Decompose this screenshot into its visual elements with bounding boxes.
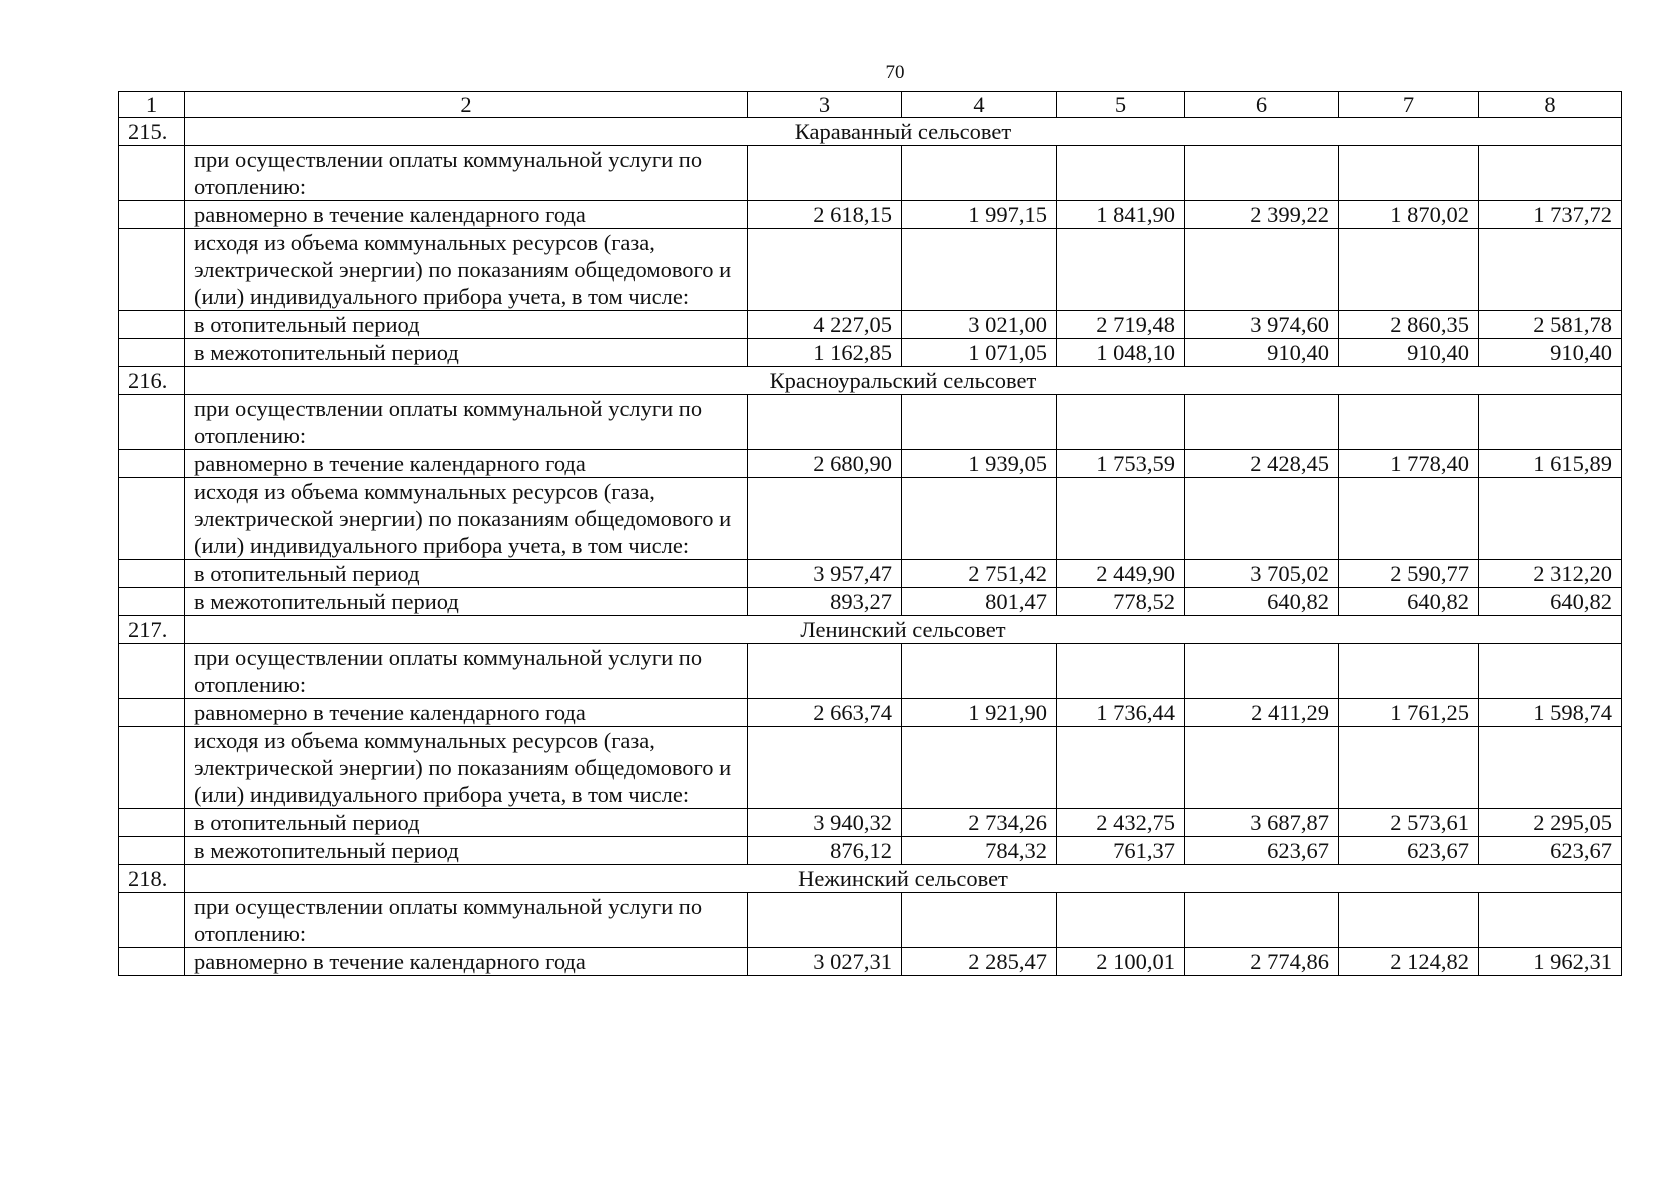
heating-period-row — [119, 560, 1622, 588]
off-season-row — [119, 588, 1622, 616]
value-cell: 2 663,74 — [748, 699, 902, 727]
section-name: Нежинский сельсовет — [185, 865, 1622, 893]
heating-period-row — [119, 809, 1622, 837]
empty-cell — [902, 146, 1057, 201]
description-cell: при осуществлении оплаты коммунальной услуги по отоплению: — [185, 893, 748, 948]
empty-cell — [1057, 229, 1185, 311]
value-cell: 1 939,05 — [902, 450, 1057, 478]
value-cell: 2 411,29 — [1185, 699, 1339, 727]
section-name: Ленинский сельсовет — [185, 616, 1622, 644]
value-cell: 3 705,02 — [1185, 560, 1339, 588]
value-cell: 1 962,31 — [1479, 948, 1622, 976]
empty-cell — [748, 893, 902, 948]
empty-cell — [1339, 229, 1479, 311]
index-cell — [119, 809, 185, 837]
uniform-payment-row — [119, 201, 1622, 229]
column-number: 3 — [748, 92, 902, 118]
value-cell: 1 921,90 — [902, 699, 1057, 727]
empty-cell — [902, 644, 1057, 699]
value-cell: 3 027,31 — [748, 948, 902, 976]
column-number: 6 — [1185, 92, 1339, 118]
value-cell: 2 751,42 — [902, 560, 1057, 588]
value-cell: 2 432,75 — [1057, 809, 1185, 837]
value-cell: 623,67 — [1339, 837, 1479, 865]
value-cell: 1 615,89 — [1479, 450, 1622, 478]
value-cell: 2 295,05 — [1479, 809, 1622, 837]
description-cell: при осуществлении оплаты коммунальной услуги по отоплению: — [185, 644, 748, 699]
value-cell: 2 573,61 — [1339, 809, 1479, 837]
value-cell: 910,40 — [1479, 339, 1622, 367]
row-label: в отопительный период — [185, 311, 748, 339]
column-number: 1 — [119, 92, 185, 118]
value-cell: 2 680,90 — [748, 450, 902, 478]
empty-cell — [902, 478, 1057, 560]
row-label: равномерно в течение календарного года — [185, 699, 748, 727]
empty-cell — [1479, 644, 1622, 699]
value-cell: 778,52 — [1057, 588, 1185, 616]
heating-intro-row — [119, 644, 1622, 699]
uniform-payment-row — [119, 699, 1622, 727]
column-number: 7 — [1339, 92, 1479, 118]
row-label: в межотопительный период — [185, 339, 748, 367]
off-season-row — [119, 339, 1622, 367]
row-label: в отопительный период — [185, 560, 748, 588]
empty-cell — [1339, 478, 1479, 560]
value-cell: 623,67 — [1185, 837, 1339, 865]
empty-cell — [1057, 395, 1185, 450]
empty-cell — [1185, 395, 1339, 450]
column-number-row — [119, 92, 1622, 118]
value-cell: 2 590,77 — [1339, 560, 1479, 588]
empty-cell — [748, 644, 902, 699]
row-label: в отопительный период — [185, 809, 748, 837]
empty-cell — [1185, 727, 1339, 809]
empty-cell — [748, 478, 902, 560]
index-cell — [119, 560, 185, 588]
index-cell — [119, 311, 185, 339]
value-cell: 2 860,35 — [1339, 311, 1479, 339]
value-cell: 2 285,47 — [902, 948, 1057, 976]
value-cell: 910,40 — [1339, 339, 1479, 367]
section-index: 216. — [119, 367, 185, 395]
value-cell: 623,67 — [1479, 837, 1622, 865]
description-cell: исходя из объема коммунальных ресурсов (газа, электрической энергии) по показаниям общедомового и (или) индивидуального прибора учета, в том числе: — [185, 727, 748, 809]
section-header-row — [119, 865, 1622, 893]
index-cell — [119, 893, 185, 948]
empty-cell — [1057, 478, 1185, 560]
index-cell — [119, 201, 185, 229]
value-cell: 2 428,45 — [1185, 450, 1339, 478]
value-cell: 876,12 — [748, 837, 902, 865]
empty-cell — [748, 146, 902, 201]
index-cell — [119, 450, 185, 478]
section-header-row — [119, 367, 1622, 395]
value-cell: 640,82 — [1185, 588, 1339, 616]
index-cell — [119, 229, 185, 311]
empty-cell — [902, 229, 1057, 311]
row-label: в межотопительный период — [185, 837, 748, 865]
section-header-row — [119, 616, 1622, 644]
value-cell: 3 974,60 — [1185, 311, 1339, 339]
value-cell: 2 618,15 — [748, 201, 902, 229]
empty-cell — [1479, 478, 1622, 560]
heating-intro-row — [119, 146, 1622, 201]
index-cell — [119, 339, 185, 367]
empty-cell — [1185, 893, 1339, 948]
value-cell: 893,27 — [748, 588, 902, 616]
empty-cell — [1185, 146, 1339, 201]
value-cell: 1 841,90 — [1057, 201, 1185, 229]
section-index: 218. — [119, 865, 185, 893]
section-name: Караванный сельсовет — [185, 118, 1622, 146]
section-index: 215. — [119, 118, 185, 146]
column-number: 4 — [902, 92, 1057, 118]
section-name: Красноуральский сельсовет — [185, 367, 1622, 395]
empty-cell — [1339, 893, 1479, 948]
value-cell: 1 997,15 — [902, 201, 1057, 229]
section-header-row — [119, 118, 1622, 146]
off-season-row — [119, 837, 1622, 865]
heating-intro-row — [119, 395, 1622, 450]
resource-intro-row — [119, 727, 1622, 809]
description-cell: при осуществлении оплаты коммунальной услуги по отоплению: — [185, 395, 748, 450]
value-cell: 784,32 — [902, 837, 1057, 865]
value-cell: 1 761,25 — [1339, 699, 1479, 727]
value-cell: 1 071,05 — [902, 339, 1057, 367]
row-label: в межотопительный период — [185, 588, 748, 616]
empty-cell — [748, 395, 902, 450]
description-cell: исходя из объема коммунальных ресурсов (газа, электрической энергии) по показаниям общедомового и (или) индивидуального прибора учета, в том числе: — [185, 478, 748, 560]
value-cell: 1 870,02 — [1339, 201, 1479, 229]
empty-cell — [1057, 146, 1185, 201]
index-cell — [119, 146, 185, 201]
empty-cell — [1479, 146, 1622, 201]
index-cell — [119, 948, 185, 976]
value-cell: 1 598,74 — [1479, 699, 1622, 727]
empty-cell — [1339, 395, 1479, 450]
empty-cell — [1057, 727, 1185, 809]
empty-cell — [748, 727, 902, 809]
tariff-table — [118, 91, 1622, 976]
index-cell — [119, 588, 185, 616]
empty-cell — [1339, 727, 1479, 809]
uniform-payment-row — [119, 948, 1622, 976]
heating-period-row — [119, 311, 1622, 339]
empty-cell — [902, 893, 1057, 948]
section-index: 217. — [119, 616, 185, 644]
value-cell: 2 124,82 — [1339, 948, 1479, 976]
empty-cell — [902, 727, 1057, 809]
empty-cell — [1185, 644, 1339, 699]
value-cell: 640,82 — [1339, 588, 1479, 616]
index-cell — [119, 395, 185, 450]
description-cell: при осуществлении оплаты коммунальной услуги по отоплению: — [185, 146, 748, 201]
value-cell: 2 734,26 — [902, 809, 1057, 837]
value-cell: 1 162,85 — [748, 339, 902, 367]
empty-cell — [748, 229, 902, 311]
value-cell: 910,40 — [1185, 339, 1339, 367]
row-label: равномерно в течение календарного года — [185, 201, 748, 229]
value-cell: 3 957,47 — [748, 560, 902, 588]
index-cell — [119, 478, 185, 560]
row-label: равномерно в течение календарного года — [185, 450, 748, 478]
index-cell — [119, 644, 185, 699]
value-cell: 2 312,20 — [1479, 560, 1622, 588]
column-number: 2 — [185, 92, 748, 118]
value-cell: 4 227,05 — [748, 311, 902, 339]
empty-cell — [1479, 893, 1622, 948]
value-cell: 3 687,87 — [1185, 809, 1339, 837]
empty-cell — [1185, 478, 1339, 560]
page-number: 70 — [885, 62, 905, 83]
index-cell — [119, 727, 185, 809]
value-cell: 2 774,86 — [1185, 948, 1339, 976]
value-cell: 761,37 — [1057, 837, 1185, 865]
empty-cell — [1339, 644, 1479, 699]
column-number: 5 — [1057, 92, 1185, 118]
value-cell: 640,82 — [1479, 588, 1622, 616]
index-cell — [119, 837, 185, 865]
empty-cell — [1057, 893, 1185, 948]
resource-intro-row — [119, 229, 1622, 311]
row-label: равномерно в течение календарного года — [185, 948, 748, 976]
description-cell: исходя из объема коммунальных ресурсов (газа, электрической энергии) по показаниям общедомового и (или) индивидуального прибора учета, в том числе: — [185, 229, 748, 311]
value-cell: 1 778,40 — [1339, 450, 1479, 478]
empty-cell — [1339, 146, 1479, 201]
value-cell: 2 399,22 — [1185, 201, 1339, 229]
value-cell: 2 581,78 — [1479, 311, 1622, 339]
heating-intro-row — [119, 893, 1622, 948]
value-cell: 1 048,10 — [1057, 339, 1185, 367]
value-cell: 3 940,32 — [748, 809, 902, 837]
resource-intro-row — [119, 478, 1622, 560]
value-cell: 1 736,44 — [1057, 699, 1185, 727]
empty-cell — [1479, 727, 1622, 809]
value-cell: 1 737,72 — [1479, 201, 1622, 229]
column-number: 8 — [1479, 92, 1622, 118]
index-cell — [119, 699, 185, 727]
value-cell: 801,47 — [902, 588, 1057, 616]
empty-cell — [1057, 644, 1185, 699]
value-cell: 1 753,59 — [1057, 450, 1185, 478]
empty-cell — [1479, 229, 1622, 311]
empty-cell — [1479, 395, 1622, 450]
value-cell: 2 100,01 — [1057, 948, 1185, 976]
value-cell: 3 021,00 — [902, 311, 1057, 339]
value-cell: 2 719,48 — [1057, 311, 1185, 339]
uniform-payment-row — [119, 450, 1622, 478]
value-cell: 2 449,90 — [1057, 560, 1185, 588]
empty-cell — [902, 395, 1057, 450]
empty-cell — [1185, 229, 1339, 311]
